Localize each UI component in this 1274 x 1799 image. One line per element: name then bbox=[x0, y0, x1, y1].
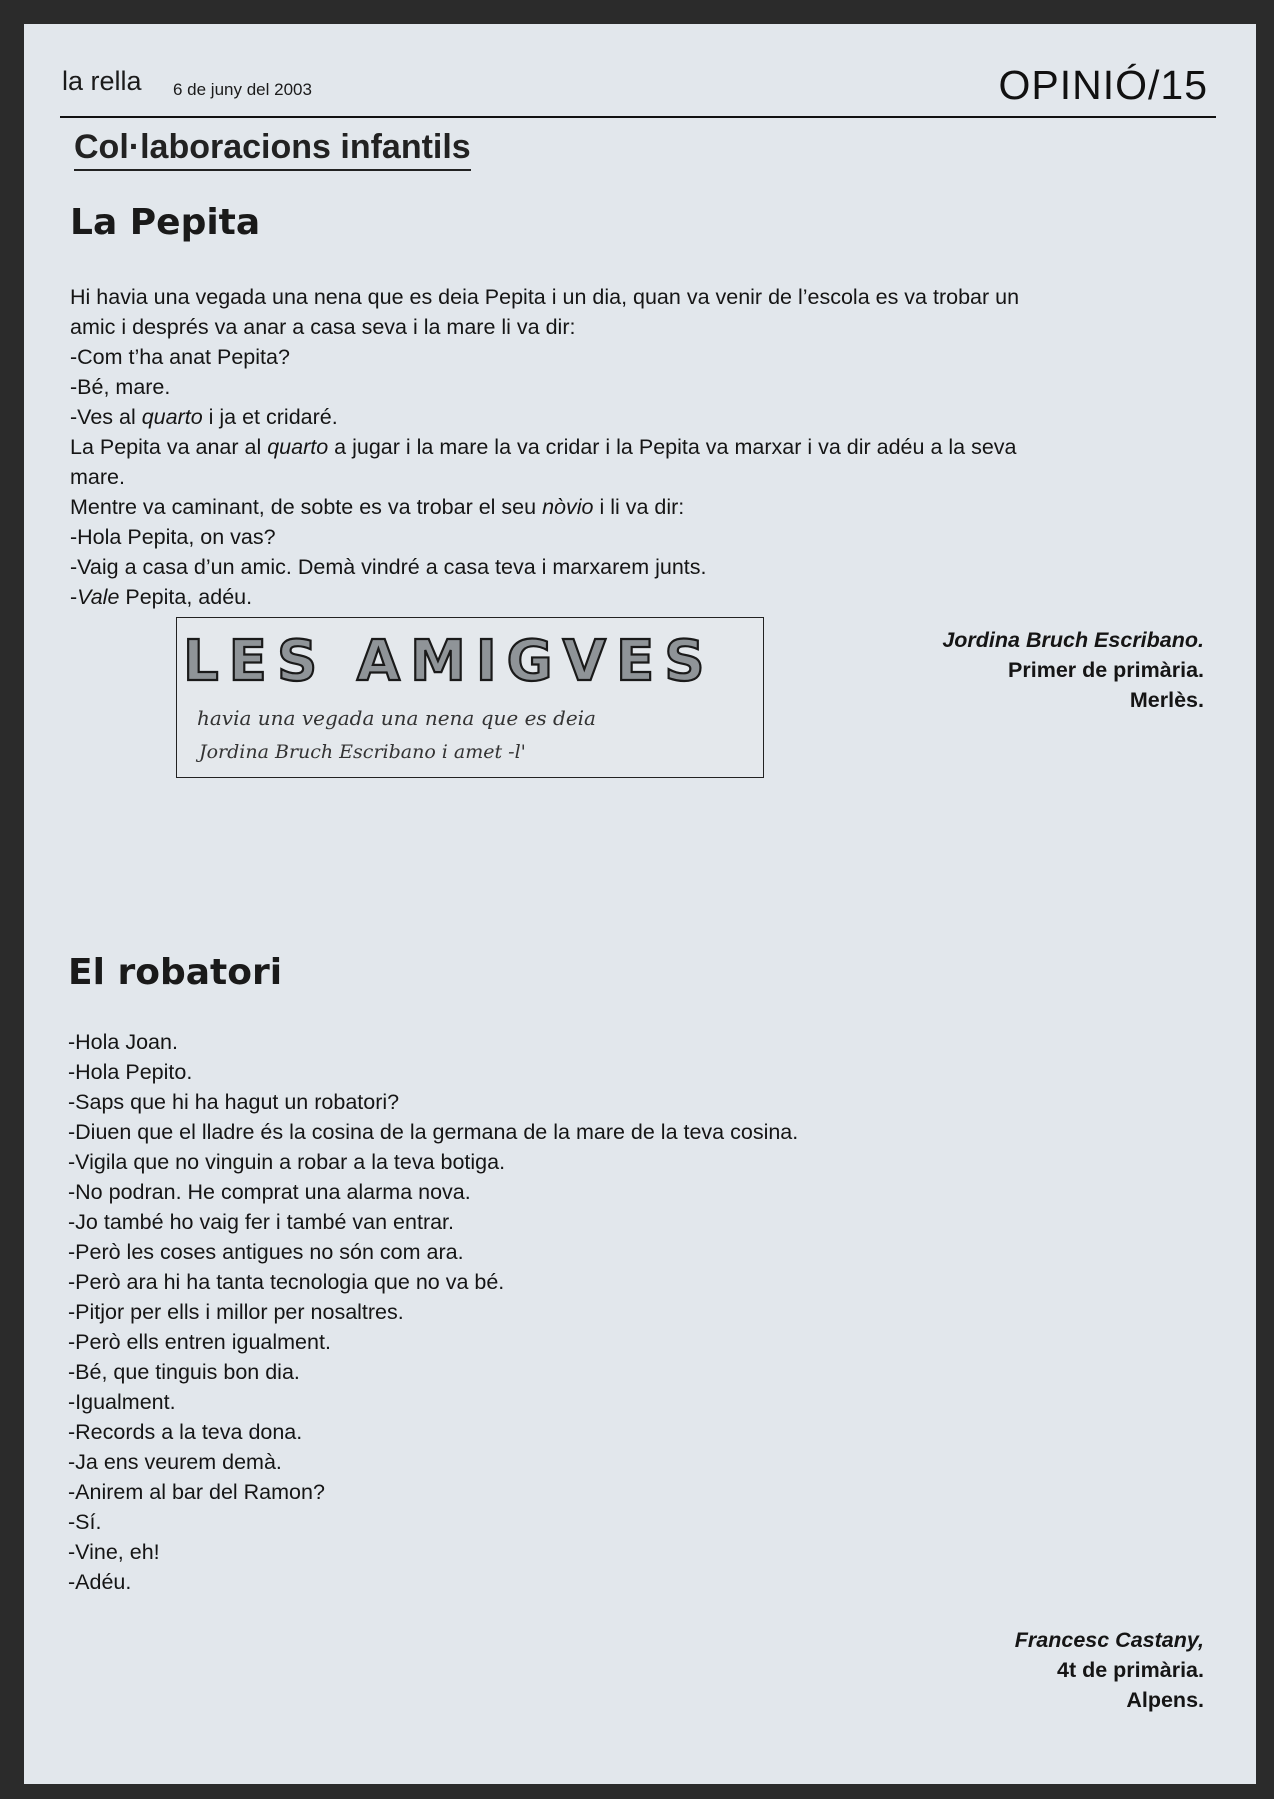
text-line: -Diuen que el lladre és la cosina de la germana de la mare de la teva cosina. bbox=[68, 1120, 799, 1144]
text-line: -Però ells entren igualment. bbox=[68, 1330, 331, 1354]
author-signature bbox=[1015, 1625, 1204, 1715]
text-line: -Hola Joan. bbox=[68, 1030, 178, 1054]
drawing-handwriting-line-1: havia una vegada una nena que es deia bbox=[197, 706, 596, 730]
newspaper-page bbox=[24, 24, 1256, 1784]
text-line: Mentre va caminant, de sobte es va trobar el seu nòvio i li va dir: bbox=[70, 495, 685, 519]
text-line: -Records a la teva dona. bbox=[68, 1420, 303, 1444]
text-line: -Adéu. bbox=[68, 1570, 132, 1594]
author-town: Alpens. bbox=[1126, 1688, 1204, 1712]
text-line: -Bé, mare. bbox=[70, 375, 171, 399]
author-name: Jordina Bruch Escribano. bbox=[942, 628, 1204, 652]
story-title: La Pepita bbox=[70, 202, 261, 243]
text-line: -Vigila que no vinguin a robar a la teva botiga. bbox=[68, 1150, 506, 1174]
text-line: -Sí. bbox=[68, 1510, 102, 1534]
text-line: mare. bbox=[70, 465, 125, 489]
author-town: Merlès. bbox=[1129, 688, 1204, 712]
author-name: Francesc Castany, bbox=[1014, 1628, 1204, 1652]
text-line: -Vale Pepita, adéu. bbox=[70, 585, 253, 609]
drawing-handwriting-line-2: Jordina Bruch Escribano i amet -l' bbox=[199, 741, 526, 763]
text-line: -Ja ens veurem demà. bbox=[68, 1450, 282, 1474]
issue-date: 6 de juny del 2003 bbox=[173, 80, 312, 99]
text-line: -Bé, que tinguis bon dia. bbox=[68, 1360, 300, 1384]
header-divider bbox=[60, 116, 1216, 118]
author-grade: 4t de primària. bbox=[1057, 1658, 1204, 1682]
text-line: -Pitjor per ells i millor per nosaltres. bbox=[68, 1300, 404, 1324]
drawing-title: LES AMIGVES bbox=[183, 629, 715, 694]
text-line: -Com t’ha anat Pepita? bbox=[70, 345, 290, 369]
story-body bbox=[68, 1027, 968, 1597]
text-line: -Però les coses antigues no són com ara. bbox=[68, 1240, 464, 1264]
story-title: El robatori bbox=[68, 952, 283, 993]
text-line: -Saps que hi ha hagut un robatori? bbox=[68, 1090, 400, 1114]
text-line: Hi havia una vegada una nena que es deia Pepita i un dia, quan va venir de l’escola es va trobar un bbox=[70, 285, 1020, 309]
text-line: -Igualment. bbox=[68, 1390, 176, 1414]
section-page-title: OPINIÓ/15 bbox=[998, 62, 1208, 108]
author-grade: Primer de primària. bbox=[1008, 658, 1204, 682]
text-line: -Però ara hi ha tanta tecnologia que no va bé. bbox=[68, 1270, 505, 1294]
text-line: -Anirem al bar del Ramon? bbox=[68, 1480, 325, 1504]
text-line: -Hola Pepita, on vas? bbox=[70, 525, 276, 549]
child-drawing bbox=[176, 617, 764, 778]
text-line: amic i després va anar a casa seva i la mare li va dir: bbox=[70, 315, 576, 339]
text-line: -Ves al quarto i ja et cridaré. bbox=[70, 405, 338, 429]
text-line: -Vine, eh! bbox=[68, 1540, 160, 1564]
author-signature bbox=[942, 625, 1204, 715]
rubric-heading: Col·laboracions infantils bbox=[74, 128, 471, 171]
text-line: -Vaig a casa d’un amic. Demà vindré a casa teva i marxarem junts. bbox=[70, 555, 707, 579]
story-body bbox=[70, 282, 1220, 612]
text-line: -Jo també ho vaig fer i també van entrar. bbox=[68, 1210, 455, 1234]
masthead: la rella bbox=[62, 66, 142, 96]
text-line: -No podran. He comprat una alarma nova. bbox=[68, 1180, 471, 1204]
text-line: La Pepita va anar al quarto a jugar i la mare la va cridar i la Pepita va marxar i va dir adéu a la seva bbox=[70, 435, 1017, 459]
text-line: -Hola Pepito. bbox=[68, 1060, 193, 1084]
